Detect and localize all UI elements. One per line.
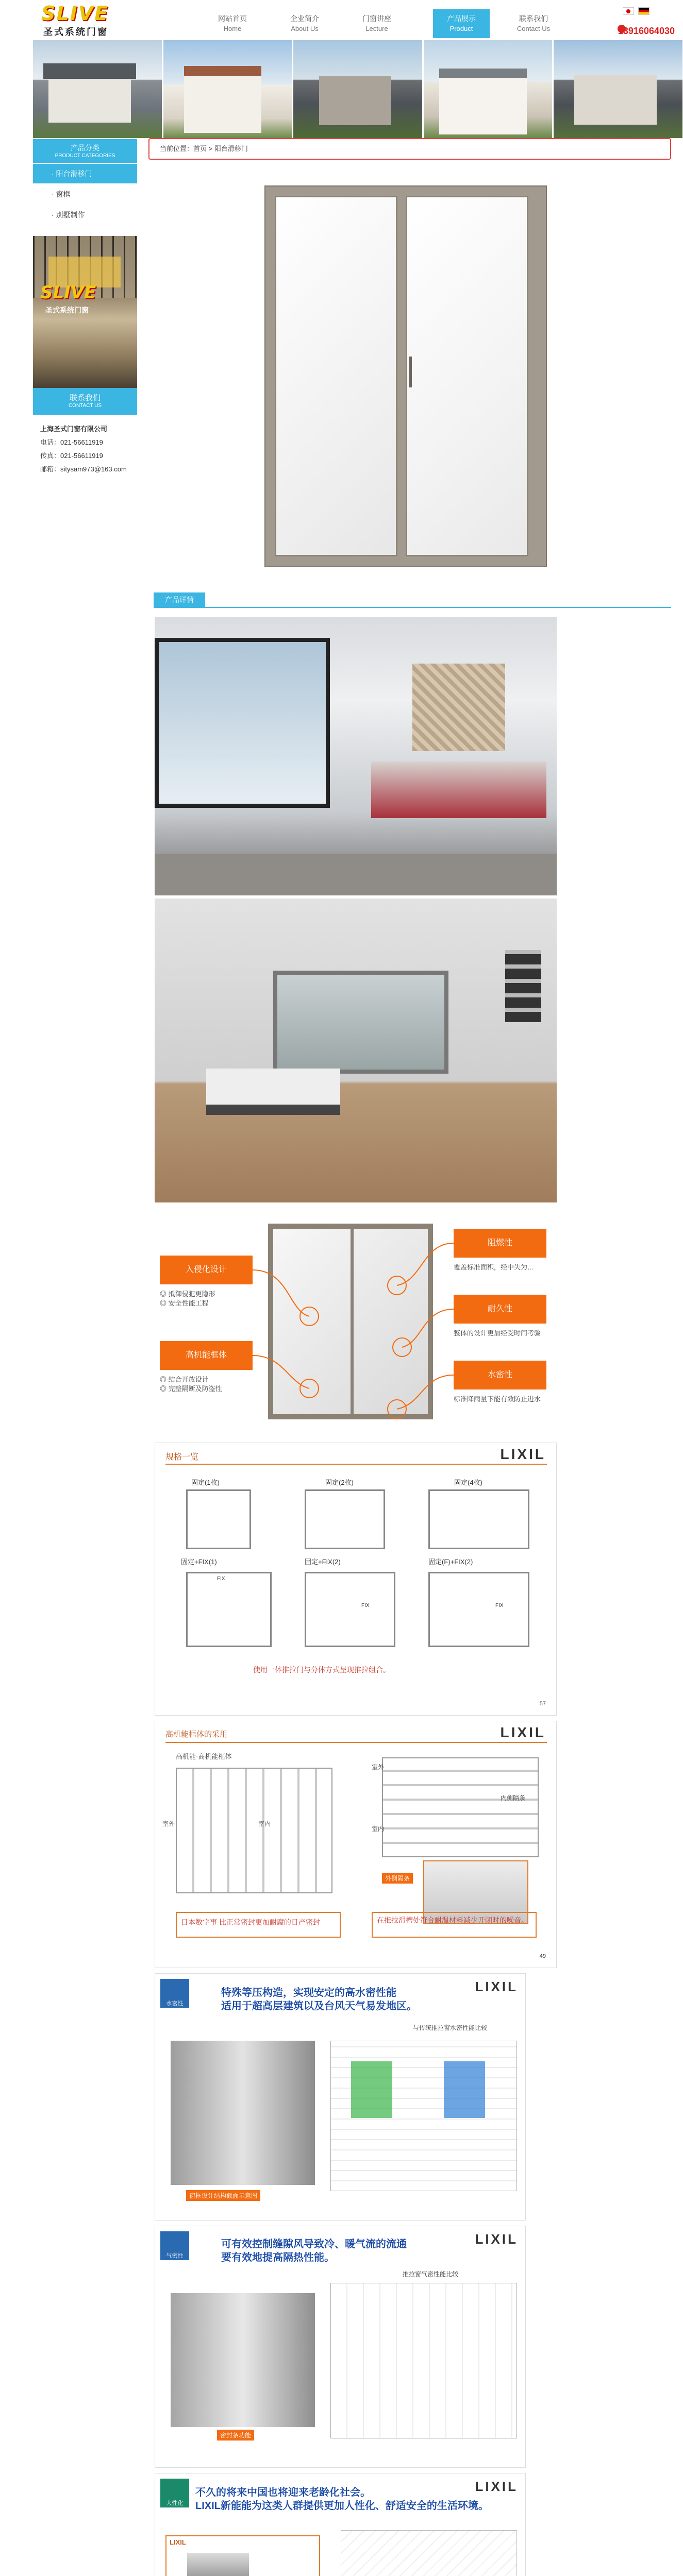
sidebar-item-sliding-door[interactable]: · 阳台滑移门 — [33, 164, 137, 183]
feature-connector-lines — [155, 1208, 557, 1435]
feature-tag-frame: 高机能框体 — [160, 1341, 253, 1370]
feature-diagram — [155, 1208, 557, 1435]
nav-home[interactable] — [204, 9, 261, 38]
profile-heading: 高机能框体的采用 — [165, 1730, 228, 1739]
breadcrumb: 当前位置：首页 > 阳台滑移门 — [148, 138, 671, 160]
safety-title-1: 不久的将来中国也将迎来老龄化社会。 — [195, 2487, 371, 2498]
logo-subtitle: 圣式系统门窗 — [43, 27, 108, 37]
nav-home-cn: 网站首页 — [218, 14, 247, 23]
contact-image — [33, 236, 137, 388]
feature-tag-watertight: 水密性 — [454, 1361, 546, 1389]
profile-label-inside-1: 室内 — [258, 1820, 271, 1827]
lineup-heading: 规格一览 — [165, 1453, 199, 1462]
nav-lecture-cn: 门窗讲座 — [362, 14, 391, 23]
nav-product-en: Product — [449, 25, 473, 32]
airtight-title-2: 要有效地提高隔热性能。 — [221, 2252, 335, 2263]
airtight-title-1: 可有效控制缝隙风导致冷、暖气流的流通 — [221, 2239, 407, 2250]
section-title-details — [154, 592, 671, 608]
feature-frame-desc-2: ◎ 完整隔断及防盗性 — [160, 1385, 222, 1393]
contact-logo-text: SLIVE — [40, 282, 96, 303]
contact-header — [33, 388, 137, 415]
lineup-type-2: 固定(2枚) — [325, 1479, 354, 1486]
lineup-type-6: 固定(F)+FIX(2) — [428, 1558, 473, 1566]
contact-title: 联系我们 — [69, 394, 101, 402]
feature-intrusion-desc-2: ◎ 安全性能工程 — [160, 1299, 209, 1307]
airtight-badge: 气密性 — [160, 2231, 189, 2260]
nav-product-cn: 产品展示 — [447, 14, 476, 23]
lineup-page-no: 57 — [539, 1701, 546, 1707]
feature-tag-intrusion: 入侵化设计 — [160, 1256, 253, 1284]
airtight-caption: 密封条功能 — [217, 2430, 254, 2441]
sidebar-header — [33, 139, 137, 163]
lineup-type-3: 固定(4枚) — [454, 1479, 482, 1486]
fix-label-1: FIX — [217, 1576, 225, 1582]
airtight-spec-sheet — [155, 2226, 526, 2468]
safety-badge: 人性化 — [160, 2479, 189, 2507]
contact-company: 上海圣式门窗有限公司 — [40, 425, 108, 433]
safety-box-1-label: LIXIL — [170, 2538, 186, 2546]
nav-lecture[interactable] — [348, 9, 405, 38]
profile-label-outside-1: 室外 — [162, 1820, 175, 1827]
profile-label-inside-2: 室内 — [372, 1825, 385, 1833]
product-main-image — [246, 173, 566, 580]
bedroom-photo-2 — [155, 899, 557, 1202]
sidebar-title: 产品分类 — [71, 144, 99, 152]
feature-watertight-desc: 标准降雨量下能有效防止进水 — [454, 1395, 541, 1403]
phone-number: 13916064030 — [618, 26, 675, 36]
nav-contact-en: Contact Us — [517, 25, 551, 32]
contact-tel: 电话：021-56611919 — [40, 438, 103, 446]
lixil-logo-2: LIXIL — [500, 1724, 546, 1740]
sidebar-item-villa[interactable]: · 别墅制作 — [52, 211, 85, 219]
lixil-logo-4: LIXIL — [475, 2231, 518, 2247]
bedroom-photo-1 — [155, 617, 557, 895]
nav-lecture-en: Lecture — [365, 25, 388, 32]
sidebar-item-window-frame[interactable]: · 窗框 — [52, 190, 71, 198]
fix-label-3: FIX — [495, 1603, 504, 1608]
watertight-spec-sheet — [155, 1973, 526, 2221]
watertight-title-1: 特殊等压构造，实现安定的高水密性能 — [221, 1987, 396, 1998]
watertight-legend: 与传统推拉窗水密性能比较 — [413, 2024, 488, 2031]
contact-fax: 传真：021-56611919 — [40, 452, 103, 460]
sidebar-title-en: PRODUCT CATEGORIES — [55, 153, 115, 159]
nav-contact[interactable] — [505, 9, 562, 38]
accessibility-spec-sheet — [155, 2473, 526, 2576]
feature-intrusion-desc-1: ◎ 抵御侵犯更隐形 — [160, 1290, 215, 1298]
lixil-logo-5: LIXIL — [475, 2479, 518, 2494]
profile-page-no: 49 — [539, 1953, 546, 1959]
feature-tag-durability: 耐久性 — [454, 1295, 546, 1324]
nav-about[interactable] — [276, 9, 333, 38]
feature-fire-desc: 覆盖标准面积，经中失为… — [454, 1263, 535, 1271]
contact-logo-sub: 圣式系统门窗 — [45, 306, 89, 314]
watertight-badge: 水密性 — [160, 1979, 189, 2008]
profile-label-outside-2: 室外 — [372, 1764, 385, 1771]
profile-label-inner-seal: 内侧隔条 — [501, 1794, 526, 1802]
lixil-logo-3: LIXIL — [475, 1979, 518, 1994]
safety-title-2: LIXIL新能能为这类人群提供更加人性化、舒适安全的生活环境。 — [195, 2500, 489, 2512]
lineup-type-4: 固定+FIX(1) — [181, 1558, 217, 1566]
logo-text[interactable]: SLIVE — [41, 2, 109, 25]
watertight-caption: 窗框设计结构截面示意图 — [186, 2190, 260, 2201]
nav-about-en: About Us — [291, 25, 319, 32]
contact-title-en: CONTACT US — [68, 403, 102, 409]
fix-label-2: FIX — [361, 1603, 370, 1608]
profile-note-left: 日本数字事 比正常密封更加耐腐的日产密封 — [176, 1912, 341, 1938]
profile-label-outer-seal: 外侧隔条 — [382, 1873, 413, 1884]
feature-tag-fire: 阻燃性 — [454, 1229, 546, 1258]
section-details-label: 产品详情 — [154, 592, 205, 607]
banner-image — [33, 40, 682, 138]
lixil-logo: LIXIL — [500, 1446, 546, 1462]
nav-product[interactable] — [433, 9, 490, 38]
feature-frame-desc-1: ◎ 结合开放设计 — [160, 1376, 209, 1383]
lineup-type-1: 固定(1枚) — [191, 1479, 220, 1486]
lineup-type-5: 固定+FIX(2) — [305, 1558, 341, 1566]
feature-durability-desc: 整体的设计更加经受时间考验 — [454, 1329, 541, 1337]
watertight-title-2: 适用于超高层建筑以及台风天气易发地区。 — [221, 2001, 417, 2012]
profile-title: 高机能·高机能框体 — [176, 1753, 232, 1760]
nav-contact-cn: 联系我们 — [519, 14, 548, 23]
profile-note-right: 在推拉滑槽处符合耐温材料减少开闭时的噪音。 — [372, 1912, 537, 1938]
airtight-legend: 推拉窗气密性能比较 — [403, 2270, 459, 2278]
nav-home-en: Home — [223, 25, 242, 32]
lineup-note: 使用一体推拉门与分体方式呈现推拉组合。 — [253, 1666, 390, 1674]
profile-spec-sheet — [155, 1721, 557, 1968]
nav-about-cn: 企业简介 — [290, 14, 319, 23]
lineup-spec-sheet — [155, 1443, 557, 1716]
flag-japan-icon[interactable] — [623, 7, 634, 15]
flag-germany-icon[interactable] — [638, 7, 649, 15]
contact-email[interactable]: 邮箱：sitysam973@163.com — [40, 465, 127, 473]
